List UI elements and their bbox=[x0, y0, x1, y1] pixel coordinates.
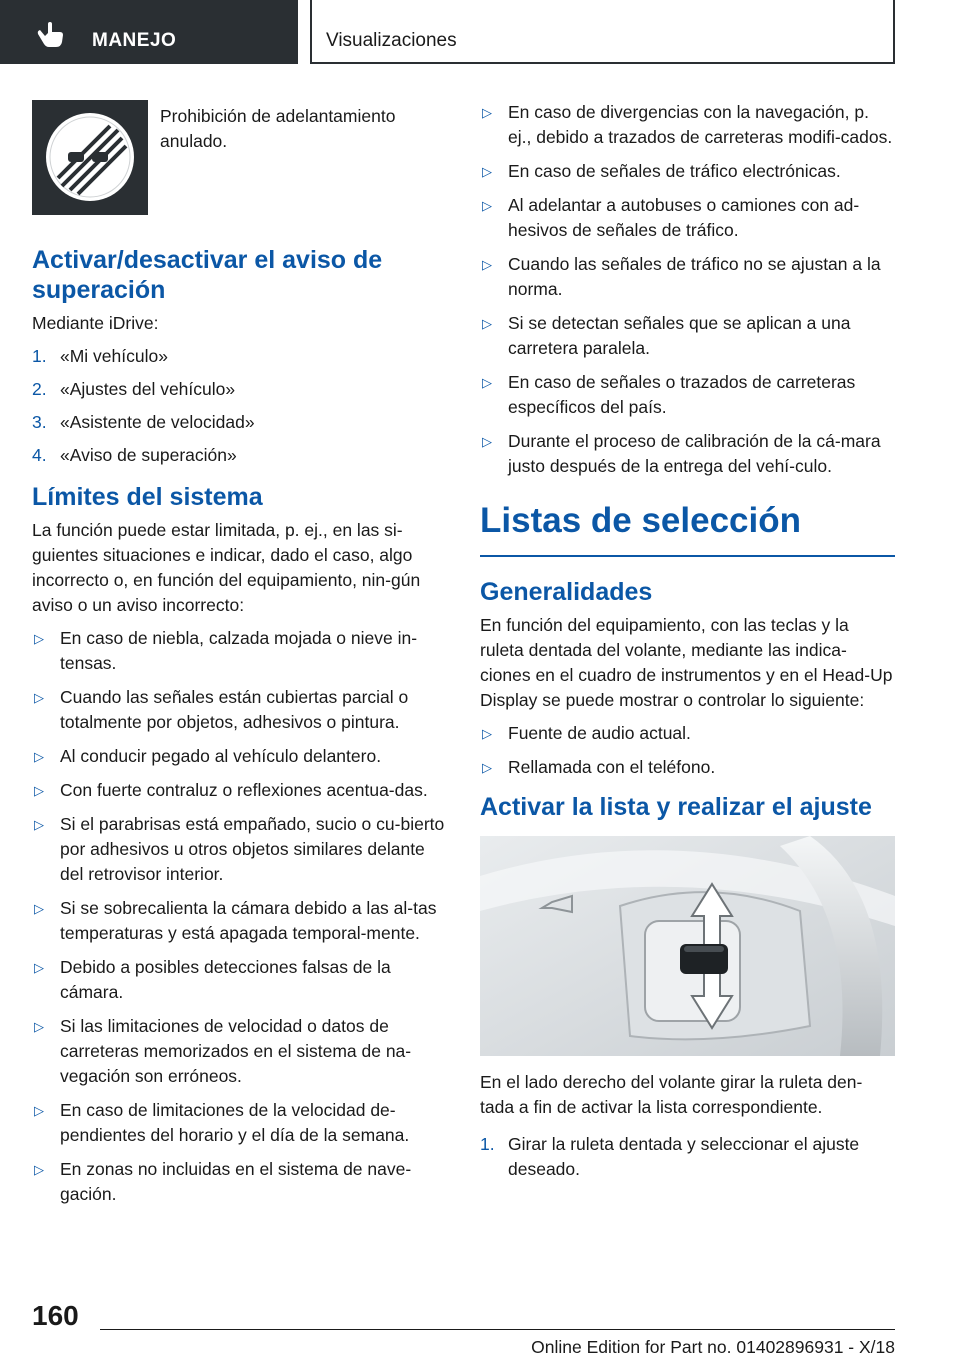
triangle-bullet-icon: ▷ bbox=[482, 105, 492, 120]
list-item: ▷ Cuando las señales de tráfico no se ajustan a la norma. bbox=[480, 252, 895, 302]
sign-row bbox=[32, 100, 447, 215]
activate-steps bbox=[480, 1132, 895, 1182]
heading-general: Generalidades bbox=[480, 578, 653, 606]
heading-rule bbox=[480, 555, 895, 557]
list-item: ▷ Durante el proceso de calibración de la cá-mara justo después de la entrega del vehí-culo. bbox=[480, 429, 895, 479]
triangle-bullet-icon: ▷ bbox=[34, 1019, 44, 1034]
triangle-bullet-icon: ▷ bbox=[34, 690, 44, 705]
list-item: ▷ En caso de divergencias con la navegación, p. ej., debido a trazados de carreteras modifi-cados. bbox=[480, 100, 895, 150]
step-item: 2. «Ajustes del vehículo» bbox=[32, 379, 236, 399]
list-item: ▷ En caso de señales de tráfico electrónicas. bbox=[480, 159, 895, 184]
list-item: ▷ Cuando las señales están cubiertas parcial o totalmente por objetos, adhesivos o pintura. bbox=[32, 685, 447, 735]
footer-rule bbox=[100, 1329, 895, 1330]
step-item: 4. «Aviso de superación» bbox=[32, 445, 237, 465]
list-item: ▷ Si el parabrisas está empañado, sucio o cu-bierto por adhesivos u otros objetos similares delante del retrovisor interior. bbox=[32, 812, 447, 887]
header-subsection-box bbox=[310, 0, 895, 64]
footer-edition: Online Edition for Part no. 01402896931 - X/18 bbox=[531, 1337, 895, 1357]
general-list bbox=[480, 721, 895, 780]
step-item: 1. Girar la ruleta dentada y seleccionar el ajuste deseado. bbox=[480, 1134, 860, 1179]
list-item: ▷ Con fuerte contraluz o reflexiones acentua-das. bbox=[32, 778, 447, 803]
list-item: ▷ Debido a posibles detecciones falsas de la cámara. bbox=[32, 955, 447, 1005]
triangle-bullet-icon: ▷ bbox=[34, 631, 44, 646]
limits-intro: La función puede estar limitada, p. ej., en las si-guientes situaciones e indicar, dado el caso, algo incorrecto o, en función del equipamiento, nin-gún aviso o un aviso incorrecto: bbox=[32, 520, 421, 615]
list-item: ▷ Si se detectan señales que se aplican a una carretera paralela. bbox=[480, 311, 895, 361]
triangle-bullet-icon: ▷ bbox=[482, 257, 492, 272]
list-item: ▷ Si las limitaciones de velocidad o datos de carreteras memorizados en el sistema de na-vegación son erróneos. bbox=[32, 1014, 447, 1089]
steering-hand-icon bbox=[36, 20, 66, 50]
heading-activate-warning: Activar/desactivar el aviso de superación bbox=[32, 246, 383, 304]
list-item: ▷ Rellamada con el teléfono. bbox=[480, 755, 895, 780]
triangle-bullet-icon: ▷ bbox=[34, 817, 44, 832]
list-item: ▷ En caso de limitaciones de la velocidad de-pendientes del horario y el día de la semana. bbox=[32, 1098, 447, 1148]
triangle-bullet-icon: ▷ bbox=[34, 749, 44, 764]
list-item: ▷ Al conducir pegado al vehículo delantero. bbox=[32, 744, 447, 769]
heading-selection-lists: Listas de selección bbox=[480, 501, 801, 540]
triangle-bullet-icon: ▷ bbox=[482, 375, 492, 390]
header-section-tab[interactable] bbox=[0, 0, 298, 64]
photo-text: En el lado derecho del volante girar la ruleta den-tada a fin de activar la lista correspondiente. bbox=[480, 1072, 863, 1117]
heading-system-limits: Límites del sistema bbox=[32, 483, 263, 511]
triangle-bullet-icon: ▷ bbox=[482, 316, 492, 331]
triangle-bullet-icon: ▷ bbox=[34, 960, 44, 975]
triangle-bullet-icon: ▷ bbox=[482, 434, 492, 449]
steering-wheel-thumbwheel-illustration bbox=[480, 836, 895, 1056]
left-column bbox=[32, 100, 447, 1216]
limits-list bbox=[32, 626, 447, 1207]
header-subsection-title: Visualizaciones bbox=[326, 30, 457, 51]
triangle-bullet-icon: ▷ bbox=[34, 1162, 44, 1177]
heading-activate-list: Activar la lista y realizar el ajuste bbox=[480, 793, 872, 821]
step-item: 1. «Mi vehículo» bbox=[32, 346, 168, 366]
list-item: ▷ En caso de señales o trazados de carreteras específicos del país. bbox=[480, 370, 895, 420]
step-item: 3. «Asistente de velocidad» bbox=[32, 412, 255, 432]
triangle-bullet-icon: ▷ bbox=[34, 1103, 44, 1118]
triangle-bullet-icon: ▷ bbox=[34, 901, 44, 916]
page-number: 160 bbox=[32, 1300, 79, 1331]
triangle-bullet-icon: ▷ bbox=[482, 726, 492, 741]
sign-caption: Prohibición de adelantamiento anulado. bbox=[160, 106, 396, 151]
limits-list-continued bbox=[480, 100, 895, 479]
triangle-bullet-icon: ▷ bbox=[482, 164, 492, 179]
list-item: ▷ Si se sobrecalienta la cámara debido a las al-tas temperaturas y está apagada temporal-mente. bbox=[32, 896, 447, 946]
no-overtaking-end-sign-icon bbox=[32, 100, 148, 215]
triangle-bullet-icon: ▷ bbox=[482, 760, 492, 775]
list-item: ▷ En zonas no incluidas en el sistema de nave-gación. bbox=[32, 1157, 447, 1207]
right-column bbox=[480, 100, 895, 1190]
general-text: En función del equipamiento, con las teclas y la ruleta dentada del volante, mediante las indica-ciones en el cuadro de instrumentos y en el Head-Up Display se puede mostrar o controlar lo siguiente: bbox=[480, 615, 893, 710]
triangle-bullet-icon: ▷ bbox=[34, 783, 44, 798]
idrive-steps bbox=[32, 344, 447, 468]
list-item: ▷ En caso de niebla, calzada mojada o nieve in-tensas. bbox=[32, 626, 447, 676]
list-item: ▷ Fuente de audio actual. bbox=[480, 721, 895, 746]
idrive-intro: Mediante iDrive: bbox=[32, 313, 159, 333]
list-item: ▷ Al adelantar a autobuses o camiones con ad-hesivos de señales de tráfico. bbox=[480, 193, 895, 243]
header-section-title: MANEJO bbox=[92, 30, 177, 51]
triangle-bullet-icon: ▷ bbox=[482, 198, 492, 213]
